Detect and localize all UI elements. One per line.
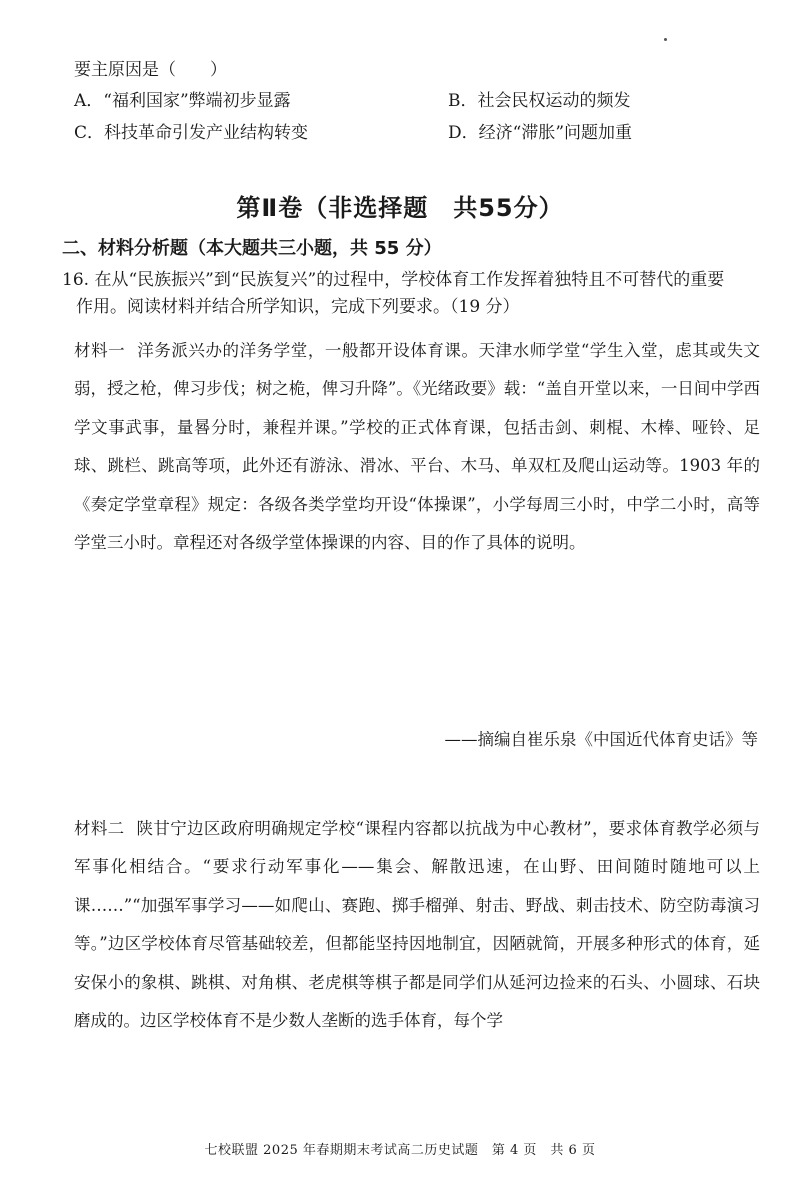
part-heading: 二、材料分析题（本大题共三小题，共 55 分）	[62, 238, 442, 259]
question-stem-tail: 要主原因是（ ）	[74, 60, 227, 80]
option-c: C．科技革命引发产业结构转变	[74, 123, 309, 143]
material-one	[74, 332, 760, 562]
question-16-intro-line2: 作用。阅读材料并结合所学知识，完成下列要求。（19 分）	[76, 297, 520, 317]
question-16-intro-line1: 16. 在从“民族振兴”到“民族复兴”的过程中，学校体育工作发挥着独特且不可替代的重要	[62, 270, 725, 290]
material-one-source: ——摘编自崔乐泉《中国近代体育史话》等	[444, 730, 758, 749]
material-one-label: 材料一	[74, 341, 126, 360]
question-16-intro	[62, 267, 762, 321]
option-b: B．社会民权运动的频发	[448, 91, 631, 111]
page-footer: 七校联盟 2025 年春期期末考试高二历史试题 第 4 页 共 6 页	[204, 1143, 596, 1158]
option-d: D．经济“滞胀”问题加重	[448, 123, 633, 143]
material-two-text: 陕甘宁边区政府明确规定学校“课程内容都以抗战为中心教材”，要求体育教学必须与军事化相结合。“要求行动军事化——集会、解散迅速，在山野、田间随时随地可以上课……”“加强军事学习——如爬山、赛跑、掷手榴弹、射击、野战、刺击技术、防空防毒演习等。”边区学校体育尽管基础较差，但都能坚持因地制宜，因陋就简，开展多种形式的体育，延安保小的象棋、跳棋、对角棋、老虎棋等棋子都是同学们从延河边捡来的石头、小圆球、石块磨成的。边区学校体育不是少数人垄断的选手体育，每个学	[74, 819, 761, 1031]
option-a: A．“福利国家”弊端初步显露	[74, 91, 291, 111]
material-two	[74, 810, 760, 1040]
material-one-text: 洋务派兴办的洋务学堂，一般都开设体育课。天津水师学堂“学生入堂，虑其或失文弱，授之枪，俾习步伐；树之桅，俾习升降”。《光绪政要》载：“盖自开堂以来，一日间中学西学文事武事，量晷分时，兼程并课。”学校的正式体育课，包括击剑、刺棍、木棒、哑铃、足球、跳栏、跳高等项，此外还有游泳、滑冰、平台、木马、单双杠及爬山运动等。1903 年的《奏定学堂章程》规定：各级各类学堂均开设“体操课”，小学每周三小时，中学二小时，高等学堂三小时。章程还对各级学堂体操课的内容、目的作了具体的说明。	[74, 341, 761, 553]
speck-mark	[664, 38, 667, 41]
section-title: 第Ⅱ卷（非选择题 共55分）	[236, 194, 564, 222]
material-two-label: 材料二	[74, 819, 125, 838]
